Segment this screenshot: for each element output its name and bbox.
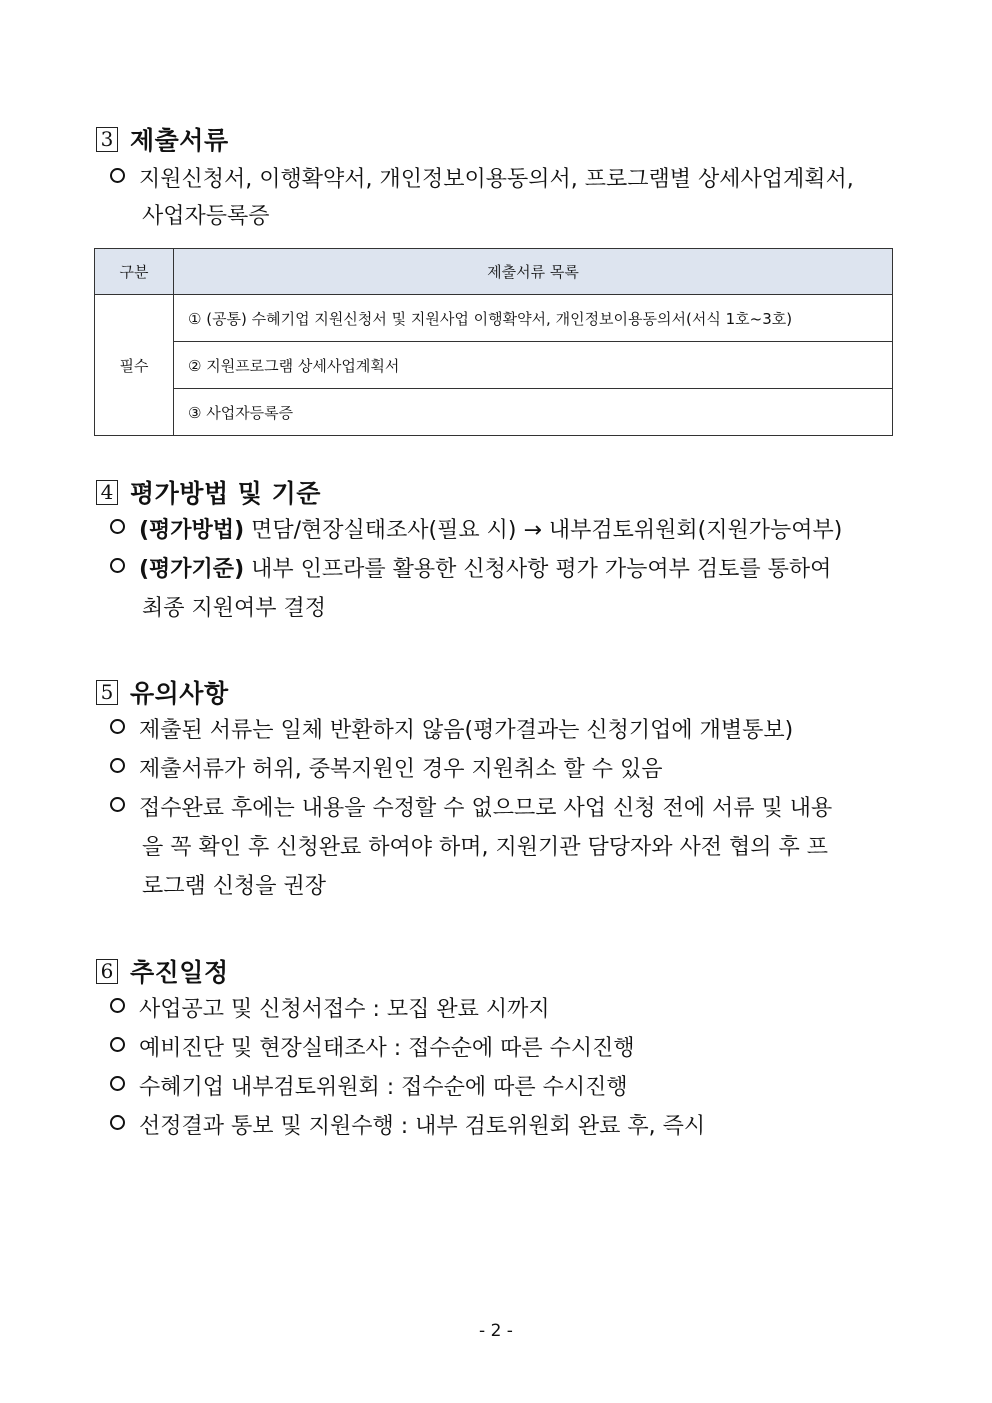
section-number-box: 3	[96, 127, 118, 152]
circle-bullet-icon	[110, 168, 125, 183]
section-6-heading	[96, 953, 229, 989]
table-row	[95, 295, 893, 342]
bullet-item	[110, 757, 663, 783]
bullet-item	[110, 518, 842, 544]
bullet-item	[110, 167, 854, 193]
circle-bullet-icon	[110, 519, 125, 534]
table-row	[95, 389, 893, 436]
section-title: 유의사항	[130, 679, 229, 708]
circle-bullet-icon	[110, 719, 125, 734]
section-title: 추진일정	[130, 958, 229, 987]
bullet-continuation: 로그램 신청을 권장	[142, 874, 327, 899]
section-4-heading	[96, 474, 321, 510]
bullet-continuation: 최종 지원여부 결정	[142, 596, 327, 621]
circle-bullet-icon	[110, 1076, 125, 1091]
bullet-text: 예비진단 및 현장실태조사 : 접수순에 따른 수시진행	[139, 1036, 635, 1061]
bullet-label: (평가기준)	[139, 557, 245, 582]
section-number-box: 4	[96, 480, 118, 505]
section-number-box: 6	[96, 959, 118, 984]
table-header-list: 제출서류 목록	[174, 249, 893, 295]
page-number: - 2 -	[479, 1321, 513, 1341]
circle-bullet-icon	[110, 1115, 125, 1130]
bullet-continuation: 사업자등록증	[142, 204, 270, 229]
bullet-text: 선정결과 통보 및 지원수행 : 내부 검토위원회 완료 후, 즉시	[139, 1114, 706, 1139]
circle-bullet-icon	[110, 758, 125, 773]
bullet-item	[110, 1036, 635, 1062]
section-title: 제출서류	[130, 126, 229, 155]
table-header-category: 구분	[95, 249, 174, 295]
circle-bullet-icon	[110, 1037, 125, 1052]
documents-table	[94, 248, 893, 436]
bullet-item	[110, 718, 793, 744]
bullet-text: 사업공고 및 신청서접수 : 모집 완료 시까지	[139, 997, 550, 1022]
bullet-label: (평가방법)	[139, 518, 245, 543]
bullet-text: 내부 인프라를 활용한 신청사항 평가 가능여부 검토를 통하여	[244, 557, 832, 582]
circle-bullet-icon	[110, 797, 125, 812]
bullet-text: 접수완료 후에는 내용을 수정할 수 없으므로 사업 신청 전에 서류 및 내용	[139, 796, 833, 821]
section-title: 평가방법 및 기준	[130, 479, 321, 508]
table-cell: ① (공통) 수혜기업 지원신청서 및 지원사업 이행확약서, 개인정보이용동의서(서식 1호~3호)	[174, 295, 893, 342]
bullet-text: 지원신청서, 이행확약서, 개인정보이용동의서, 프로그램별 상세사업계획서,	[139, 167, 854, 192]
bullet-item	[110, 997, 550, 1023]
section-3-heading	[96, 121, 229, 157]
bullet-continuation: 을 꼭 확인 후 신청완료 하여야 하며, 지원기관 담당자와 사전 협의 후 프	[142, 835, 828, 860]
table-cell: ② 지원프로그램 상세사업계획서	[174, 342, 893, 389]
section-5-heading	[96, 674, 229, 710]
bullet-item	[110, 796, 832, 822]
bullet-text: 제출된 서류는 일체 반환하지 않음(평가결과는 신청기업에 개별통보)	[139, 718, 794, 743]
circle-bullet-icon	[110, 558, 125, 573]
bullet-text: 제출서류가 허위, 중복지원인 경우 지원취소 할 수 있음	[139, 757, 663, 782]
bullet-item	[110, 1075, 628, 1101]
bullet-text: 수혜기업 내부검토위원회 : 접수순에 따른 수시진행	[139, 1075, 628, 1100]
bullet-text: 면담/현장실태조사(필요 시) → 내부검토위원회(지원가능여부)	[244, 518, 843, 543]
table-cell: ③ 사업자등록증	[174, 389, 893, 436]
bullet-item	[110, 557, 831, 583]
section-number-box: 5	[96, 680, 118, 705]
table-category-cell: 필수	[95, 295, 174, 436]
table-header-row	[95, 249, 893, 295]
bullet-item	[110, 1114, 705, 1140]
circle-bullet-icon	[110, 998, 125, 1013]
table-row	[95, 342, 893, 389]
